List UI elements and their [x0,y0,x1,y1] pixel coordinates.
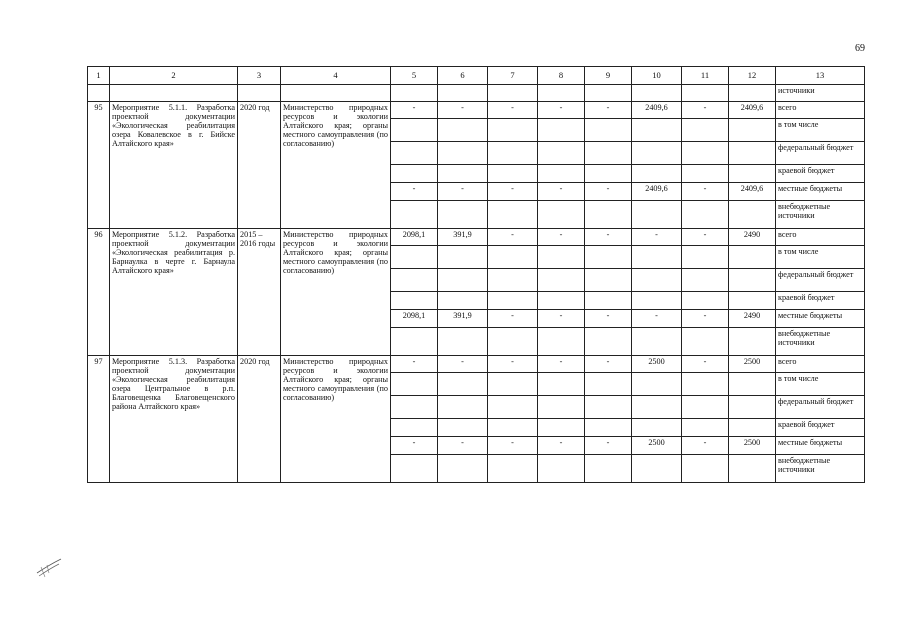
value-cell [632,328,682,356]
value-cell [391,328,438,356]
value-cell [538,292,585,310]
value-cell: - [538,229,585,246]
value-cell [488,246,538,269]
value-cell [538,165,585,183]
value-cell: - [391,437,438,455]
value-cell [729,292,776,310]
value-cell [538,246,585,269]
value-cell: - [585,183,632,201]
value-cell [438,246,488,269]
value-cell: - [488,356,538,373]
value-cell [632,142,682,165]
value-cell [729,246,776,269]
value-cell [585,328,632,356]
value-cell [488,119,538,142]
value-cell [538,455,585,483]
source-cell: краевой бюджет [776,165,865,183]
value-cell: - [391,102,438,119]
source-cell: федеральный бюджет [776,142,865,165]
value-cell [729,373,776,396]
value-cell [488,455,538,483]
value-cell: - [538,356,585,373]
value-cell [632,419,682,437]
value-cell [632,119,682,142]
header-cell: 13 [776,67,865,85]
value-cell: - [682,229,729,246]
value-cell [682,246,729,269]
value-cell: 2409,6 [632,183,682,201]
value-cell: - [488,183,538,201]
value-cell [585,246,632,269]
header-cell: 9 [585,67,632,85]
value-cell [538,328,585,356]
value-cell [538,419,585,437]
executor-cell: Министерство природных ресурсов и экологии Алтайского края; органы местного самоуправления (по согласованию) [281,356,391,483]
value-cell [488,419,538,437]
value-cell: 2500 [729,437,776,455]
value-cell [391,142,438,165]
value-cell [438,142,488,165]
source-cell: всего [776,102,865,119]
value-cell [729,328,776,356]
value-cell [391,396,438,419]
value-cell: 2409,6 [632,102,682,119]
value-cell: - [682,102,729,119]
value-cell [682,328,729,356]
header-cell: 5 [391,67,438,85]
value-cell [585,269,632,292]
value-cell: - [585,229,632,246]
value-cell [438,419,488,437]
value-cell: 2500 [632,437,682,455]
value-cell [488,269,538,292]
executor-cell: Министерство природных ресурсов и экологии Алтайского края; органы местного самоуправления (по согласованию) [281,102,391,229]
table-row [88,102,865,119]
value-cell [438,396,488,419]
value-cell [729,396,776,419]
header-cell: 2 [110,67,238,85]
source-cell: внебюджетные источники [776,455,865,483]
value-cell: 2409,6 [729,183,776,201]
header-cell: 7 [488,67,538,85]
value-cell [391,455,438,483]
source-cell: краевой бюджет [776,292,865,310]
budget-table [87,66,865,483]
header-cell: 3 [238,67,281,85]
source-cell: всего [776,229,865,246]
source-cell: федеральный бюджет [776,396,865,419]
period-cell: 2020 год [238,356,281,483]
value-cell [729,201,776,229]
value-cell [632,246,682,269]
value-cell: - [682,356,729,373]
value-cell [488,373,538,396]
value-cell [585,292,632,310]
value-cell [729,269,776,292]
value-cell [488,328,538,356]
header-cell: 6 [438,67,488,85]
measure-name-cell: Мероприятие 5.1.1. Разработка проектной документации «Экологическая реабилитация озера Ковалевское в г. Бийске Алтайского края» [110,102,238,229]
value-cell [538,269,585,292]
value-cell [585,455,632,483]
value-cell [438,373,488,396]
value-cell: - [585,356,632,373]
value-cell [538,201,585,229]
value-cell: - [438,356,488,373]
value-cell: - [538,102,585,119]
value-cell [682,419,729,437]
value-cell [682,119,729,142]
table-row [88,229,865,246]
value-cell [682,269,729,292]
value-cell [438,455,488,483]
executor-cell: Министерство природных ресурсов и экологии Алтайского края; органы местного самоуправления (по согласованию) [281,229,391,356]
value-cell: - [682,183,729,201]
source-cell: местные бюджеты [776,183,865,201]
value-cell: - [632,229,682,246]
header-cell: 4 [281,67,391,85]
value-cell [538,142,585,165]
source-cell: всего [776,356,865,373]
value-cell [585,165,632,183]
value-cell: 2098,1 [391,229,438,246]
table-row [88,356,865,373]
value-cell [585,201,632,229]
value-cell [438,292,488,310]
value-cell [682,292,729,310]
value-cell [729,142,776,165]
value-cell: - [585,102,632,119]
value-cell: 2098,1 [391,310,438,328]
value-cell: 2500 [632,356,682,373]
source-cell: в том числе [776,373,865,396]
measure-name-cell: Мероприятие 5.1.2. Разработка проектной документации «Экологическая реабилитация р. Барнаулка в черте г. Барнаула Алтайского края» [110,229,238,356]
value-cell [585,119,632,142]
value-cell [438,269,488,292]
source-cell: местные бюджеты [776,310,865,328]
value-cell [538,373,585,396]
value-cell: - [488,229,538,246]
value-cell [632,201,682,229]
value-cell [632,269,682,292]
value-cell [585,373,632,396]
source-cell: в том числе [776,119,865,142]
value-cell: 391,9 [438,229,488,246]
handwritten-mark-icon [35,555,65,579]
value-cell [391,269,438,292]
value-cell: - [585,310,632,328]
value-cell [438,201,488,229]
source-cell: внебюджетные источники [776,201,865,229]
value-cell [682,373,729,396]
value-cell: - [682,310,729,328]
value-cell [488,165,538,183]
header-cell: 10 [632,67,682,85]
value-cell [632,292,682,310]
row-number-cell: 95 [88,102,110,229]
value-cell [682,142,729,165]
source-cell: источники [776,85,865,102]
value-cell: - [391,356,438,373]
table-row [88,85,865,102]
value-cell [391,246,438,269]
value-cell: - [632,310,682,328]
value-cell [391,201,438,229]
value-cell: 2490 [729,310,776,328]
value-cell [729,455,776,483]
value-cell [729,165,776,183]
source-cell: внебюджетные источники [776,328,865,356]
value-cell: 2409,6 [729,102,776,119]
value-cell: - [391,183,438,201]
value-cell [391,119,438,142]
value-cell [391,165,438,183]
page-number: 69 [855,43,865,54]
header-cell: 11 [682,67,729,85]
value-cell [585,396,632,419]
value-cell [391,292,438,310]
row-number-cell: 96 [88,229,110,356]
value-cell: 2490 [729,229,776,246]
source-cell: в том числе [776,246,865,269]
value-cell [488,292,538,310]
value-cell: - [488,437,538,455]
source-cell: местные бюджеты [776,437,865,455]
value-cell: - [538,310,585,328]
value-cell [438,119,488,142]
period-cell: 2020 год [238,102,281,229]
value-cell [488,396,538,419]
value-cell [438,165,488,183]
value-cell: - [438,437,488,455]
value-cell [585,419,632,437]
header-row [88,67,865,85]
value-cell [632,396,682,419]
value-cell: 2500 [729,356,776,373]
measure-name-cell: Мероприятие 5.1.3. Разработка проектной документации «Экологическая реабилитация озера Центральное в р.п. Благовещенка Благовещенского района Алтайского края» [110,356,238,483]
value-cell: - [538,437,585,455]
value-cell [729,419,776,437]
value-cell: - [585,437,632,455]
source-cell: краевой бюджет [776,419,865,437]
value-cell: - [488,310,538,328]
value-cell: - [682,437,729,455]
value-cell [632,165,682,183]
value-cell [682,455,729,483]
value-cell: - [538,183,585,201]
value-cell: - [438,102,488,119]
value-cell [632,373,682,396]
value-cell: 391,9 [438,310,488,328]
source-cell: федеральный бюджет [776,269,865,292]
header-cell: 8 [538,67,585,85]
header-cell: 1 [88,67,110,85]
value-cell [538,119,585,142]
value-cell [682,201,729,229]
value-cell [682,165,729,183]
value-cell [682,396,729,419]
value-cell: - [438,183,488,201]
value-cell [585,142,632,165]
value-cell [391,373,438,396]
period-cell: 2015 – 2016 годы [238,229,281,356]
value-cell [391,419,438,437]
value-cell [632,455,682,483]
value-cell: - [488,102,538,119]
row-number-cell: 97 [88,356,110,483]
value-cell [488,142,538,165]
value-cell [488,201,538,229]
value-cell [538,396,585,419]
header-cell: 12 [729,67,776,85]
value-cell [729,119,776,142]
value-cell [438,328,488,356]
table-body [88,85,865,483]
